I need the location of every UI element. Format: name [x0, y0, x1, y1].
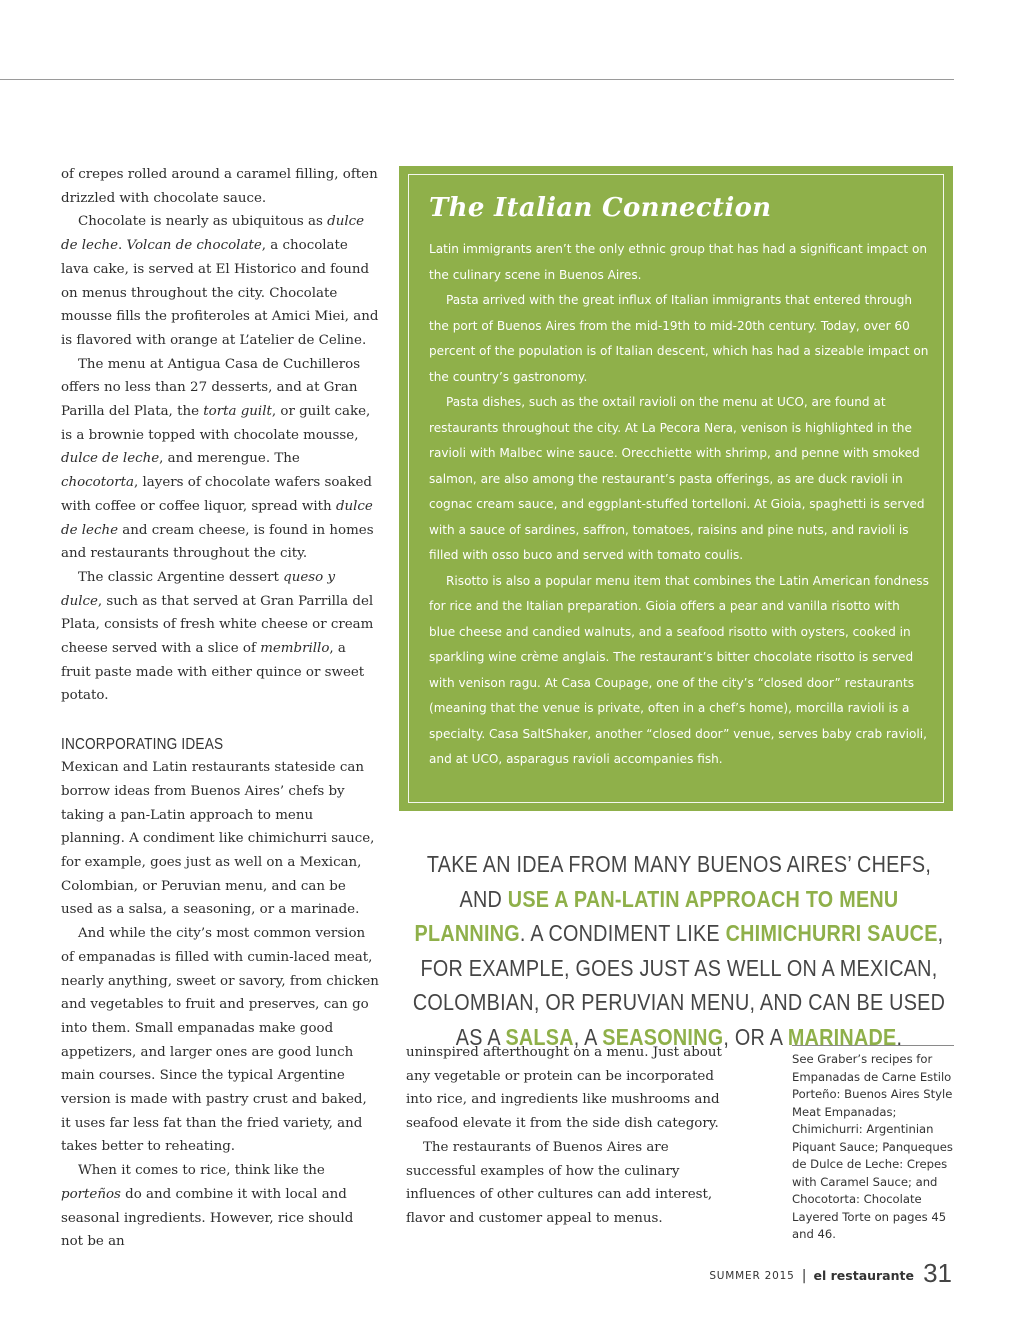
sidebar-title: The Italian Connection	[429, 193, 772, 223]
pull-quote: TAKE AN IDEA FROM MANY BUENOS AIRES’ CHEFS, AND USE A PAN-LATIN APPROACH TO MENU PLANNING. A CONDIMENT LIKE CHIMICHURRI SAUCE, FOR EXAMPLE, GOES JUST AS WELL ON A MEXICAN, COLOMBIAN, OR PERUVIAN MENU, AND CAN BE USED AS A SALSA, A SEASONING, OR A MARINADE.	[412, 851, 946, 1050]
pull-quote-highlight: SALSA	[505, 1023, 574, 1050]
section-subhead: INCORPORATING IDEAS	[61, 736, 224, 754]
paragraph: Mexican and Latin restaurants stateside can borrow ideas from Buenos Aires’ chefs by taking a pan-Latin approach to menu planning. A condiment like chimichurri sauce, for example, goes just as well on a Mexican, Colombian, or Peruvian menu, and can be used as a salsa, a seasoning, or a marinade.	[61, 760, 375, 918]
page-footer	[709, 1258, 952, 1289]
recipe-reference-note: See Graber’s recipes for Empanadas de Carne Estilo Porteño: Buenos Aires Style Meat Empanadas; Chimichurri: Argentinian Piquant Sauce; Panqueques de Dulce de Leche: Crepes with Caramel Sauce; and Chocotorta: Chocolate Layered Torte on pages 45 and 46.	[792, 1045, 954, 1244]
sidebar-italian-connection	[399, 166, 953, 811]
publication-name: el restaurante	[813, 1268, 914, 1283]
paragraph: When it comes to rice, think like the porteños do and combine it with local and seasonal ingredients. However, rice should not be an	[61, 1163, 354, 1250]
body-column-left	[61, 163, 379, 1254]
sidebar-paragraph: Pasta dishes, such as the oxtail ravioli on the menu at UCO, are found at restaurants throughout the city. At La Pecora Nera, venison is highlighted in the ravioli with Malbec wine sauce. Orecchiette with shrimp, and penne with smoked salmon, are also among the restaurant’s pasta offerings, as are duck ravioli in cognac cream sauce, and eggplant-stuffed tortelloni. At Gioia, spaghetti is served with a sauce of sardines, saffron, tomatoes, raisins and pine nuts, and ravioli is filled with osso buco and served with tomato coulis.	[429, 395, 925, 562]
paragraph: And while the city’s most common version of empanadas is filled with cumin-laced meat, nearly anything, sweet or savory, from chicken and vegetables to fruit and preserves, can go into them. Small empanadas make good appetizers, and larger ones are good lunch main courses. Since the typical Argentine version is made with pastry crust and baked, it uses far less fat than the fried variety, and takes better to reheating.	[61, 926, 379, 1155]
paragraph: of crepes rolled around a caramel filling, often drizzled with chocolate sauce.	[61, 167, 378, 206]
sidebar-paragraph: Pasta arrived with the great influx of Italian immigrants that entered through the port of Buenos Aires from the mid-19th to mid-20th century. Today, over 60 percent of the population is of Italian descent, which has had a sizeable impact on the country’s gastronomy.	[429, 293, 929, 384]
paragraph: The classic Argentine dessert queso y dulce, such as that served at Gran Parrilla del Plata, consists of fresh white cheese or cream cheese served with a slice of membrillo, a fruit paste made with either quince or sweet potato.	[61, 569, 374, 704]
pull-quote-highlight: CHIMICHURRI SAUCE	[725, 920, 938, 946]
header-rule	[0, 79, 954, 80]
pull-quote-highlight: USE A PAN-LATIN APPROACH TO MENU PLANNING	[414, 885, 899, 946]
sidebar-body	[429, 237, 929, 773]
pull-quote-highlight: SEASONING	[602, 1023, 724, 1050]
issue-date: SUMMER 2015	[709, 1270, 795, 1282]
paragraph: uninspired afterthought on a menu. Just about any vegetable or protein can be incorporated into rice, and ingredients like mushrooms and seafood elevate it from the side dish category.	[406, 1045, 722, 1132]
body-column-middle	[406, 1041, 724, 1231]
sidebar-paragraph: Latin immigrants aren’t the only ethnic group that has had a significant impact on the culinary scene in Buenos Aires.	[429, 242, 928, 282]
paragraph: The restaurants of Buenos Aires are successful examples of how the culinary influences of other cultures can add interest, flavor and customer appeal to menus.	[406, 1139, 713, 1226]
paragraph: The menu at Antigua Casa de Cuchilleros offers no less than 27 desserts, and at Gran Parilla del Plata, the torta guilt, or guilt cake, is a brownie topped with chocolate mousse, dulce de leche, and merengue. The chocotorta, layers of chocolate wafers soaked with coffee or coffee liquor, spread with dulce de leche and cream cheese, is found in homes and restaurants throughout the city.	[61, 356, 374, 562]
sidebar-paragraph: Risotto is also a popular menu item that combines the Latin American fondness for rice and the Italian preparation. Gioia offers a pear and vanilla risotto with blue cheese and candied walnuts, and a seafood risotto with oysters, cooked in sparkling wine crème anglais. The restaurant’s bitter chocolate risotto is served with venison ragu. At Casa Coupage, one of the city’s “closed door” restaurants (meaning that the venue is private, often in a chef’s home), morcilla ravioli is a specialty. Casa SaltShaker, another “closed door” venue, serves baby crab ravioli, and at UCO, asparagus ravioli accompanies fish.	[429, 573, 929, 766]
footer-separator: |	[801, 1268, 807, 1284]
pull-quote-highlight: MARINADE	[787, 1023, 897, 1050]
paragraph: Chocolate is nearly as ubiquitous as dulce de leche. Volcan de chocolate, a chocolate lava cake, is served at El Historico and found on menus throughout the city. Chocolate mousse fills the profiteroles at Amici Miei, and is flavored with orange at L’atelier de Celine.	[61, 214, 379, 348]
page-number: 31	[923, 1258, 952, 1288]
